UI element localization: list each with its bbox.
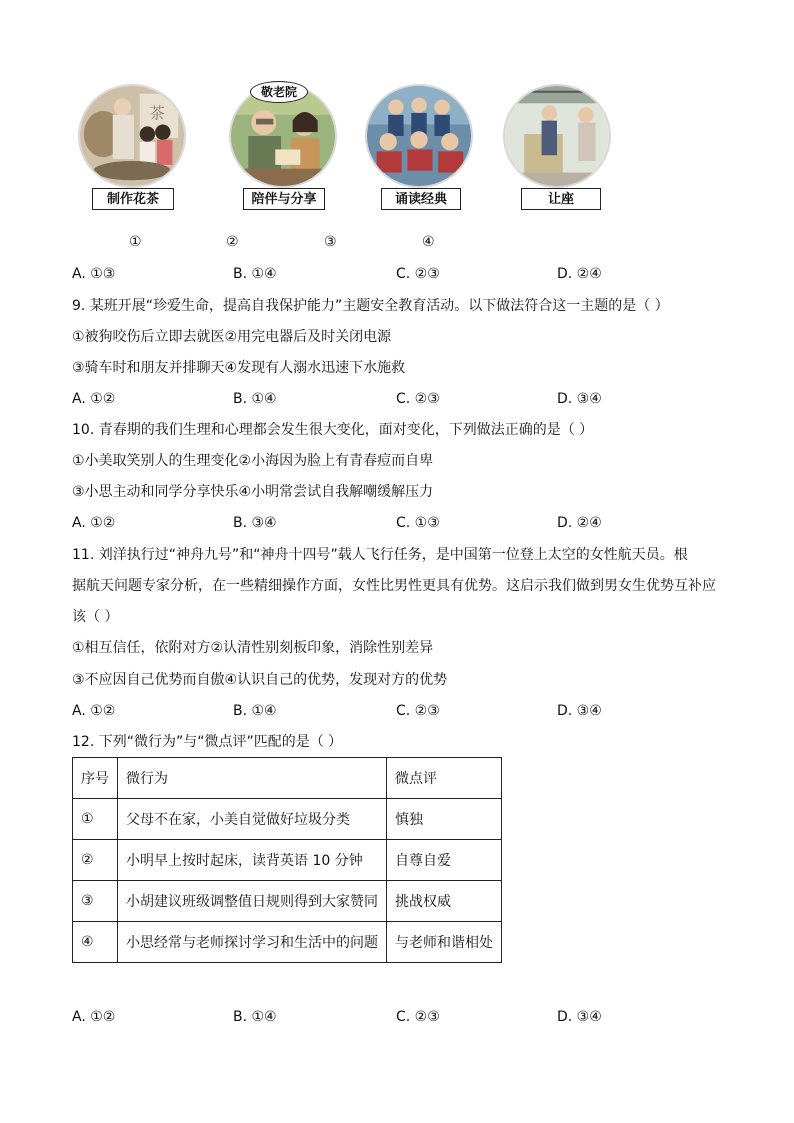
q11-option-a: A. ①② bbox=[72, 703, 116, 719]
q12-option-d: D. ③④ bbox=[557, 1009, 602, 1025]
q12-option-b: B. ①④ bbox=[233, 1009, 277, 1025]
table-row bbox=[73, 881, 502, 922]
q9-item-line: ①被狗咬伤后立即去就医②用完电器后及时关闭电源 bbox=[72, 329, 392, 345]
svg-text:茶: 茶 bbox=[149, 104, 165, 123]
picture-caption: 陪伴与分享 bbox=[243, 188, 325, 210]
table-cell: 慎独 bbox=[387, 799, 502, 840]
table-cell: 小胡建议班级调整值日规则得到大家赞同 bbox=[118, 881, 387, 922]
q9-option-a: A. ①② bbox=[72, 391, 116, 407]
q11-item-line: ①相互信任，依附对方②认清性别刻板印象，消除性别差异 bbox=[72, 640, 434, 656]
table-cell: ② bbox=[73, 840, 118, 881]
q10-option-b: B. ③④ bbox=[233, 515, 277, 531]
q9-option-c: C. ②③ bbox=[396, 391, 440, 407]
q10-option-d: D. ②④ bbox=[557, 515, 602, 531]
q11-stem-line: 该（ ） bbox=[72, 609, 119, 625]
table-cell: 挑战权威 bbox=[387, 881, 502, 922]
tea-making-illustration bbox=[78, 84, 186, 188]
table-cell: 自尊自爱 bbox=[387, 840, 502, 881]
table-header: 序号 bbox=[73, 758, 118, 799]
q9-option-b: B. ①④ bbox=[233, 391, 277, 407]
q12-option-a: A. ①② bbox=[72, 1009, 116, 1025]
q10-item-line: ③小思主动和同学分享快乐④小明常尝试自我解嘲缓解压力 bbox=[72, 484, 434, 500]
picture-number: ② bbox=[226, 234, 239, 250]
picture-1 bbox=[74, 84, 190, 207]
picture-number: ③ bbox=[324, 234, 337, 250]
q8-option-a: A. ①③ bbox=[72, 266, 116, 282]
q9-option-d: D. ③④ bbox=[557, 391, 602, 407]
picture-caption: 让座 bbox=[521, 188, 601, 210]
picture-3 bbox=[361, 84, 477, 207]
picture-number: ④ bbox=[422, 234, 435, 250]
table-cell: ④ bbox=[73, 922, 118, 963]
table-row bbox=[73, 840, 502, 881]
table-header: 微行为 bbox=[118, 758, 387, 799]
q12-option-c: C. ②③ bbox=[396, 1009, 440, 1025]
table-header: 微点评 bbox=[387, 758, 502, 799]
q10-item-line: ①小美取笑别人的生理变化②小海因为脸上有青春痘而自卑 bbox=[72, 453, 434, 469]
picture-4 bbox=[499, 84, 615, 207]
table-row bbox=[73, 922, 502, 963]
q11-option-d: D. ③④ bbox=[557, 703, 602, 719]
q10-stem: 10. 青春期的我们生理和心理都会发生很大变化，面对变化，下列做法正确的是（ ） bbox=[72, 422, 594, 438]
q11-stem-line: 11. 刘洋执行过“神舟九号”和“神舟十四号”载人飞行任务，是中国第一位登上太空的女性航天员。根 bbox=[72, 547, 688, 563]
table-cell: ① bbox=[73, 799, 118, 840]
table-cell: ③ bbox=[73, 881, 118, 922]
table-header-row bbox=[73, 758, 502, 799]
q11-option-c: C. ②③ bbox=[396, 703, 440, 719]
q9-stem: 9. 某班开展“珍爱生命，提高自我保护能力”主题安全教育活动。以下做法符合这一主题的是（ ） bbox=[72, 298, 669, 314]
table-cell: 小思经常与老师探讨学习和生活中的问题 bbox=[118, 922, 387, 963]
table-cell: 与老师和谐相处 bbox=[387, 922, 502, 963]
q8-option-c: C. ②③ bbox=[396, 266, 440, 282]
picture-number: ① bbox=[129, 234, 142, 250]
match-table bbox=[72, 757, 502, 963]
table-cell: 父母不在家，小美自觉做好垃圾分类 bbox=[118, 799, 387, 840]
q10-option-a: A. ①② bbox=[72, 515, 116, 531]
picture-caption: 制作花茶 bbox=[92, 188, 174, 210]
q11-item-line: ③不应因自己优势而自傲④认识自己的优势，发现对方的优势 bbox=[72, 672, 448, 688]
table-cell: 小明早上按时起床，读背英语 10 分钟 bbox=[118, 840, 387, 881]
picture-caption: 诵读经典 bbox=[381, 188, 461, 210]
q12-stem: 12. 下列“微行为”与“微点评”匹配的是（ ） bbox=[72, 734, 343, 750]
q8-option-b: B. ①④ bbox=[233, 266, 277, 282]
table-row bbox=[73, 799, 502, 840]
q9-item-line: ③骑车时和朋友并排聊天④发现有人溺水迅速下水施救 bbox=[72, 360, 406, 376]
speech-bubble: 敬老院 bbox=[250, 81, 308, 103]
q10-option-c: C. ①③ bbox=[396, 515, 440, 531]
classics-reading-illustration bbox=[365, 84, 473, 188]
q11-stem-line: 据航天问题专家分析，在一些精细操作方面，女性比男性更具有优势。这启示我们做到男女生优势互补应 bbox=[72, 578, 716, 594]
q8-option-d: D. ②④ bbox=[557, 266, 602, 282]
give-up-seat-illustration bbox=[503, 84, 611, 188]
q11-option-b: B. ①④ bbox=[233, 703, 277, 719]
